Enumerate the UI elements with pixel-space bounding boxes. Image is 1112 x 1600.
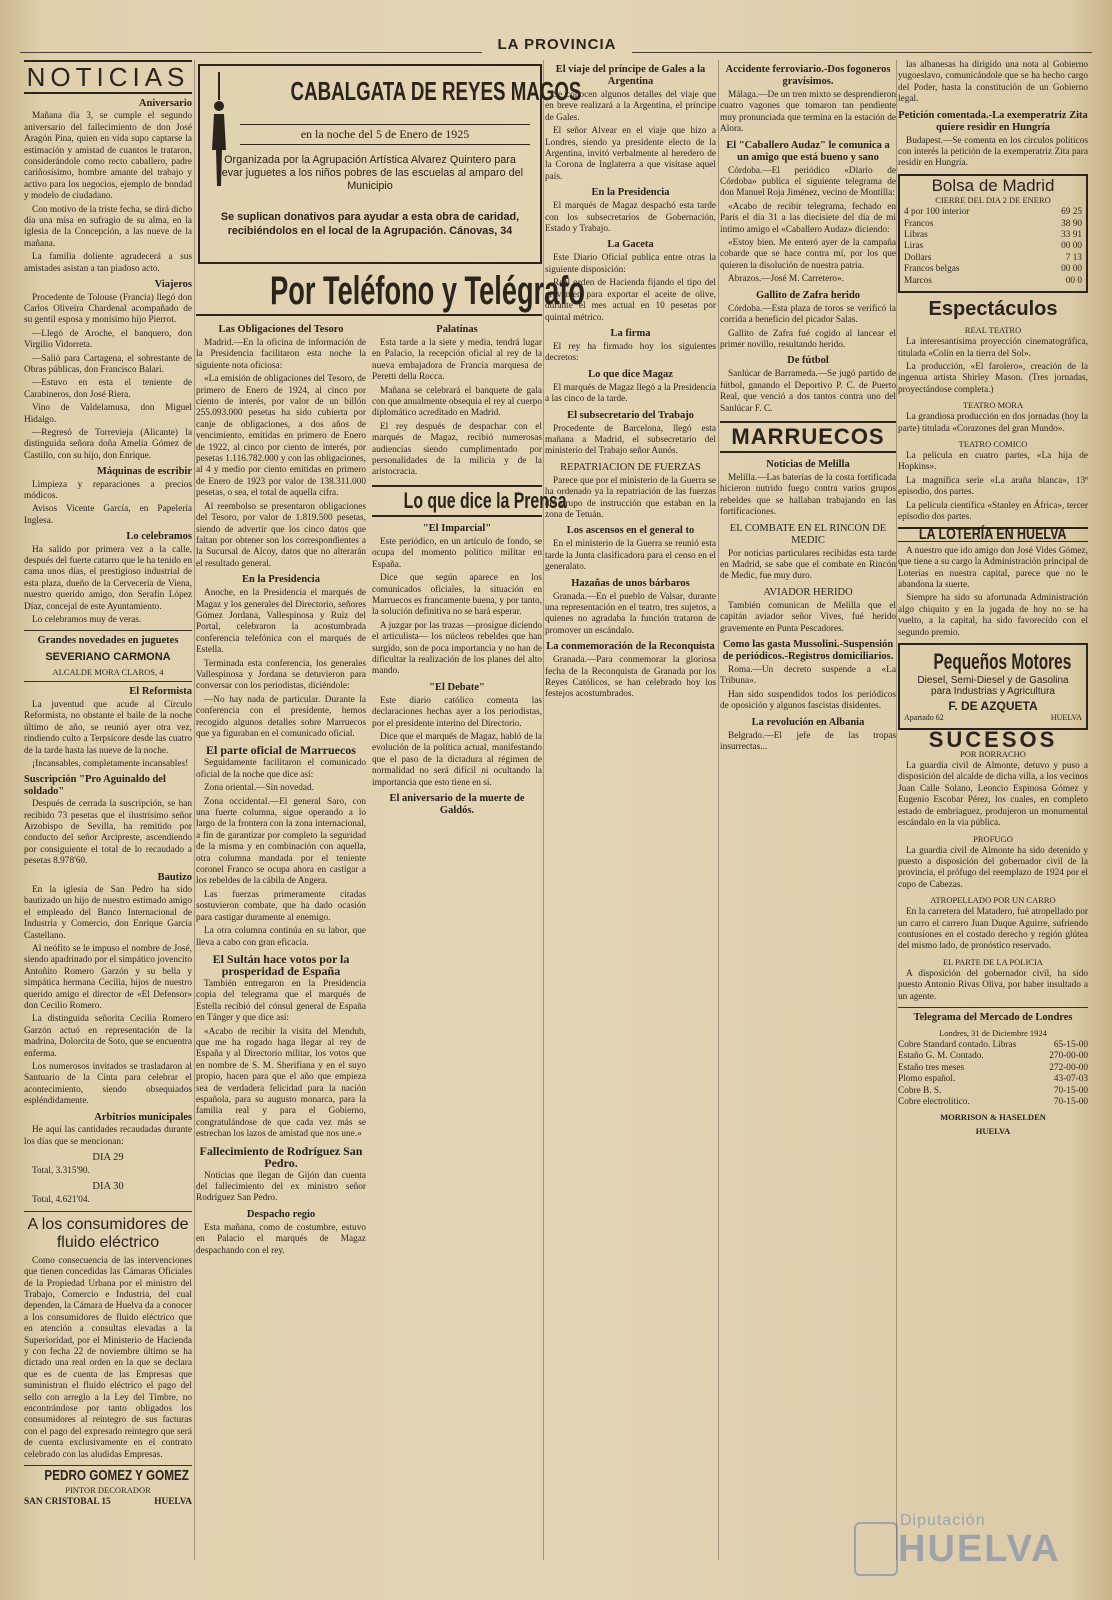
column-4 [720, 60, 896, 1590]
motores-footer [904, 712, 1082, 723]
mercado-row [898, 1051, 1088, 1062]
bolsa-value: 69 25 [1061, 207, 1082, 218]
telefono-banner [196, 268, 585, 316]
watermark-line1: Diputación [900, 1512, 986, 1529]
theater-name: REAL TEATRO [964, 325, 1022, 336]
total-value: Total, 3.315'90. [32, 1165, 90, 1176]
article-text: Mañana día 3, se cumple el segundo aniversario del fallecimiento de don José Aragón Pina, quien en vida supo captarse la estimación y amistad de cuantos le trataron, considerándole como recto caballero, padre cariñosísimo, hombre amante del trabajo y activo para los negocios, ejemplo de bondad y modelo de ciudadano. [24, 111, 192, 202]
article-text: Siempre ha sido su afortunada Administración algo chiquito y en la jugada de hoy no se ha vuelto, a la capital, ha sido favorecido con el segundo premio. [898, 593, 1088, 638]
article-heading: Palatinas [436, 324, 478, 335]
mercado-label: Cobre B. S. [898, 1085, 942, 1096]
article-heading: Hazañas de unos bárbaros [571, 577, 690, 589]
prensa-banner-text: Lo que dice la Prensa [403, 487, 567, 513]
bolsa-label: Francos [904, 218, 934, 229]
article-text: Avisos Vicente García, en Papelería Inglesa. [24, 504, 192, 526]
article-heading: De fútbol [787, 355, 829, 367]
article-text: Esta mañana, como de costumbre, estuvo en Palacio el marqués de Magaz despachando con el rey. [196, 1222, 366, 1256]
cabalgata-title [234, 76, 582, 106]
day-label: DIA 30 [92, 1181, 124, 1193]
article-text: La juventud que acude al Círculo Reformista, no obstante el baile de la noche último de año, se reunió ayer otra vez, rindiendo culto a Terpsícore desde las cuatro de la tarde hasta las nueve de la noche. [24, 699, 192, 756]
bolsa-value: 00 00 [1061, 264, 1082, 275]
bolsa-row [904, 207, 1082, 218]
theater-name: TEATRO COMICO [958, 438, 1028, 449]
bolsa-value: 7 13 [1065, 252, 1082, 263]
article-text: «La emisión de obligaciones del Tesoro, de primero de Enero de 1924, al cinco por ciento de interés, por valor de un billón 255.093.000 pesetas ha sido cubierta por canje de obligaciones, a dos años de vencimiento, emitidas en primero de Enero de 1922, al cinco por ciento de interés, por pesetas 1.116.782.000 y con las obligaciones, al 4 y medio por ciento emitidas en primero de Enero de 1923 por valor de 138.311.000 pesetas, o sea, el total de aquella cifra. [196, 374, 366, 499]
column-rule [718, 60, 719, 1560]
total-value: Total, 4.621'04. [32, 1195, 90, 1206]
article-text: Los numerosos invitados se trasladaron al Santuario de la Cinta para celebrar el acontecimiento, siendo obsequiados espléndidamente. [24, 1062, 192, 1107]
mercado-value: 272-00-00 [1049, 1062, 1088, 1073]
article-text: Córdoba.—Esta plaza de toros se verificó la corrida a beneficio del picador Salas. [720, 303, 896, 326]
article-text: Seguidamente facilitaron el comunicado oficial de la noche que dice así: [196, 758, 366, 780]
article-text: La magnífica serie «La araña blanca», 13º episodio, dos partes. [898, 475, 1088, 498]
bolsa-rows [904, 219, 1082, 287]
article-text: El señor Alvear en el viaje que hizo a Londres, siendo ya presidente electo de la Argentina, invitó verbalmente al heredero de la Corona de Inglaterra a que visitase aquel país. [545, 126, 716, 182]
article-text: Este diario católico comenta las declaraciones hechas ayer a los periodistas, por el presidente interino del Directorio. [372, 695, 542, 729]
article-text: Granada.—Para conmemorar la gloriosa fecha de la Reconquista de Granada por los Reyes Católicos, se han celebrado hoy los festejos acostumbrados. [545, 655, 716, 700]
ad-subtitle: PINTOR DECORADOR [65, 1485, 151, 1496]
article-heading: REPATRIACION DE FUERZAS [560, 461, 701, 473]
column-2-right [372, 320, 567, 1259]
article-text: A juzgar por las trazas —prosigue diciendo el articulista— los núcleos rebeldes que han surgido, son de poca importancia y no han de dificultar la realización de los planes del alto mando. [372, 620, 542, 677]
article-text: Mañana se celebrará el banquete de gala con que anualmente obsequia el rey al cuerpo diplomático acreditado en Madrid. [372, 385, 542, 419]
article-heading: El "Caballero Audaz" le comunica a un amigo que está bueno y sano [726, 139, 890, 163]
column-2-left [196, 320, 366, 1259]
bolsa-value: 00 00 [1061, 241, 1082, 252]
article-text: Ha salido por primera vez a la calle, después del fuerte catarro que le ha tenido en cama unos días, el prestigioso industrial de esta plaza, dueño de la Cervecería de Viena, nuestro querido amigo, don Serafín López Díaz, concejal de este Ayuntamiento. [24, 544, 192, 612]
article-text: Procedente de Tolouse (Francia) llegó don Carlos Oliveira Chardenal acompañado de su gentil esposa y monísimo hijo Pierrot. [24, 292, 192, 326]
article-text: Después de cerrada la suscripción, se han recibido 73 pesetas que el ilustrísimo señor Arzobispo de Sevilla, ha remitido por conducto del señor Arcipreste, ascendiendo por consiguiente el total de lo recaudado a pesetas 8.978'60. [24, 799, 192, 867]
cabalgata-title-text: CABALGATA DE REYES MAGOS [290, 76, 582, 106]
article-heading: Gallito de Zafra herido [755, 289, 861, 301]
article-text: Procedente de Barcelona, llegó esta mañana a Madrid, el subsecretario del ministerio del Trabajo señor Aunós. [545, 423, 716, 457]
article-heading: "El Imparcial" [422, 522, 492, 534]
bolsa-value: 38 90 [1061, 218, 1082, 229]
article-heading: El Sultán hace votos por la prosperidad de España [212, 951, 350, 978]
article-heading: "El Debate" [429, 681, 485, 693]
ad-address-row [24, 1497, 192, 1508]
mercado-value: 65-15-00 [1053, 1039, 1088, 1050]
article-text: Gallito de Zafra fué cogido al lancear el primer novillo, resultando herido. [720, 328, 896, 350]
cabalgata-date: en la noche del 5 de Enero de 1925 [240, 124, 530, 145]
archive-watermark [850, 1510, 1100, 1590]
article-text: En el ministerio de la Guerra se reunió esta tarde la Junta clasificadora para el censo en el generalato. [545, 539, 716, 573]
article-heading: La firma [610, 327, 651, 339]
article-heading: AVIADOR HERIDO [763, 586, 853, 598]
mercado-label: Plomo español. [898, 1074, 956, 1085]
column-1 [24, 60, 192, 1590]
noticias-heading: NOTICIAS [24, 60, 192, 94]
article-heading: La revolución en Albania [751, 716, 865, 728]
article-text: El marqués de Magaz despachó esta tarde con los subsecretarios de Gobernación, Estado y Trabajo. [545, 201, 716, 235]
article-text: El marqués de Magaz llegó a la Presidencia a las cinco de la tarde. [545, 382, 716, 405]
mercado-title: Telegrama del Mercado de Londres [913, 1011, 1073, 1023]
article-heading: Despacho regio [246, 1208, 316, 1220]
article-text: las albanesas ha dirigido una nota al Gobierno yugoeslavo, comunicándole que se ha hecho cargo del Poder, hasta la constitución de un Gobierno legal. [898, 60, 1088, 105]
bolsa-label: Marcos [904, 275, 932, 286]
article-heading: Los ascensos en el general to [566, 525, 695, 537]
article-text: «Estoy bien. Me enteró ayer de la campaña cobarde que se hace contra mí, por los que quieren la disolución de nuestra patria. [720, 238, 896, 271]
article-text: Parece que por el ministerio de la Guerra se ha ordenado ya la repatriación de las fuerzas del grupo de instrucción que estaban en la zona de Tetuán. [545, 475, 716, 520]
article-text: La distinguida señorita Cecilia Romero Garzón actuó en representación de la madrina, Dolorcita de Soto, que se encuentra enferma. [24, 1014, 192, 1059]
bolsa-box [898, 174, 1088, 293]
article-text: Se conocen algunos detalles del viaje que en breve realizará a la Argentina, el príncipe de Gales. [545, 90, 716, 123]
article-text: Terminada esta conferencia, los generales Vallespinosa y Jordana se detuvieron para conversar con los periodistas, diciéndole: [196, 658, 366, 692]
motores-title-text: Pequeños Motores [933, 649, 1072, 675]
article-text: Han sido suspendidos todos los periódicos de oposición y algunos fascistas disidentes. [720, 689, 896, 712]
mercado-row [898, 1040, 1088, 1051]
article-text: La otra columna continúa en su labor, que lleva a cabo con gran eficacia. [196, 926, 366, 948]
bolsa-subtitle: CIERRE DEL DIA 2 DE ENERO [935, 195, 1051, 206]
ad-heading: Grandes novedades en juguetes [37, 635, 179, 647]
article-text: Lo celebramos muy de veras. [32, 615, 142, 626]
article-heading: La Gaceta [607, 239, 654, 251]
article-text: Este Diario Oficial publica entre otras la siguiente disposición: [545, 253, 716, 275]
article-heading: El parte oficial de Marruecos [206, 743, 356, 758]
bolsa-title: Bolsa de Madrid [931, 175, 1055, 195]
article-heading: Suscripción "Pro Aguinaldo del soldado" [24, 774, 166, 797]
ad-city: HUELVA [154, 1497, 192, 1508]
article-text: La película científica «Stanley en África», tercer episodio dos partes. [898, 500, 1088, 522]
divider [898, 1007, 1088, 1008]
article-text: La guardia civil de Almonte ha sido detenido y puesto a disposición del gobernador civil de la provincia, el prófugo del reemplazo de 1924 por el cupo de Cabezas. [898, 845, 1088, 890]
ad-address: ALCALDE MORA CLAROS, 4 [52, 667, 164, 678]
sucesos-title: SUCESOS [928, 726, 1058, 752]
article-text: Abrazos.—José M. Carretero». [728, 274, 844, 285]
article-text: Con motivo de la triste fecha, se dirá dicho día una misa en sufragio de su alma, en la iglesia de la Concepción, a las nueve de la mañana. [24, 204, 192, 249]
motores-city: HUELVA [1050, 713, 1082, 723]
mercado-label: Estaño G. M. Contado. [898, 1051, 984, 1062]
ad-name [24, 1467, 192, 1485]
article-text: Esta tarde a la siete y media, tendrá lugar en Palacio, la recepción oficial al rey de la nueva embajadora de Francia marquesa de Peretti della Rocca. [372, 338, 542, 383]
article-heading: Bautizo [157, 871, 192, 883]
cabalgata-box [198, 64, 582, 264]
bolsa-label: Dollars [904, 252, 932, 263]
article-heading: Máquinas de escribir [96, 466, 192, 478]
divider [24, 1211, 192, 1212]
article-text: Limpieza y reparaciones a precios módicos. [24, 479, 192, 501]
mercado-label: Estaño tres meses [898, 1062, 965, 1073]
bolsa-row [904, 241, 1082, 252]
article-text: —Llegó de Aroche, el banquero, don Virgilio Vidorreta. [24, 328, 192, 351]
mercado-footer: MORRISON & HASELDEN [940, 1112, 1046, 1123]
article-text: En la carretera del Matadero, fué atropellado por un carro el carrero Juan Duque Aguirre, sufriendo contusiones en el costado derecho y región glútea del mismo lado, de pronóstico reservado. [898, 907, 1088, 952]
article-text: Granada.—En el pueblo de Valsar, durante una representación en el teatro, tres sujetos, a quienes no agradaba la función trataron de promover un escándalo. [545, 591, 716, 636]
motores-title [904, 649, 1082, 675]
divider [24, 1465, 192, 1466]
article-heading: Como las gasta Mussolini.-Suspensión de periódicos.-Registros domiciliarios. [722, 639, 894, 662]
article-text: El rey ha firmado hoy los siguientes decretos: [545, 341, 716, 364]
article-text: Por noticias particulares recibidas esta tarde en Madrid, se sabe que el combate en Rincón de Medic, fue muy duro. [720, 548, 896, 582]
mercado-value: 270-00-00 [1049, 1051, 1088, 1062]
article-text: Belgrado.—El jefe de las tropas insurrectas... [720, 730, 896, 753]
mercado-row [898, 1097, 1088, 1108]
article-heading: En la Presidencia [242, 574, 320, 586]
motores-apartado: Apartado 62 [904, 713, 944, 723]
article-text: Dice que según aparece en los comunicados oficiales, la situación en Marruecos es francamente buena, y por tanto, la solución definitiva no se hará esperar. [372, 573, 542, 618]
article-heading: ATROPELLADO POR UN CARRO [930, 895, 1056, 906]
prensa-banner [372, 485, 567, 517]
masthead-title: LA PROVINCIA [482, 36, 632, 53]
column-rule [194, 60, 195, 1560]
article-text: En la iglesia de San Pedro ha sido bautizado un hijo de nuestro estimado amigo el empleado del Banco Internacional de Industria y Comercio, don Enrique García Castellano. [24, 884, 192, 941]
article-text: Córdoba.—El periódico «Diario de Córdoba» publica el siguiente telegrama de don Manuel Roja Jiménez, vecino de Montilla: [720, 165, 896, 199]
article-heading: Viajeros [154, 279, 192, 291]
mercado-rows [898, 1040, 1088, 1108]
mercado-value: 43-07-03 [1053, 1074, 1088, 1085]
article-text: Budapest.—Se comenta en los círculos políticos con interés la petición de la exemperatriz Zita para residir en Hungría. [898, 135, 1088, 169]
article-heading: EL COMBATE EN EL RINCON DE MEDIC [729, 522, 887, 546]
article-heading: Aniversario [138, 98, 192, 109]
article-text: —Salió para Cartagena, el sobrestante de Obras públicas, don Francisco Balari. [24, 353, 192, 375]
article-text: Zona occidental.—El general Saro, con una fuerte columna, sigue operando a lo largo de la frontera con la zona internacional, a fin de garantizar por completo la seguridad de la misma y en combinación con aquella, otra columna mandada por el teniente coronel Franco se ocupa ahora en castigar a los rebeldes de la cábila de Angera. [196, 796, 366, 887]
article-text: —Estuvo en esta el teniente de Carabineros, don José Riera. [24, 378, 192, 400]
article-text: He aquí las cantidades recaudadas durante los días que se mencionan: [24, 1125, 192, 1147]
column-2 [196, 268, 585, 1588]
article-text: «Acabo de recibir la visita del Mendub, que me ha rogado haga llegar al rey de España y al Directorio militar, los votos que en nombre de S. M. Sherifiana y en el suyo propio, hacen para que el año que empieza sea de verdadera felicidad para la nación española, para su augusto monarca, para la familia real y para el Gobierno, congratulándose de que cada vez más se estrechan los lazos de amistad que nos une.» [196, 1026, 366, 1140]
article-text: Noticias que llegan de Gijón dan cuenta del fallecimiento del ex ministro señor Rodríguez San Pedro. [196, 1170, 366, 1204]
bolsa-label: Libras [904, 230, 928, 241]
article-heading: El Reformista [129, 686, 192, 698]
article-heading: Lo que dice Magaz [588, 368, 673, 380]
article-text: El rey después de despachar con el marqués de Magaz, recibió numerosas audiencias siendo cumplimentado por personalidades de la milicia y de la aristocracia. [372, 421, 542, 478]
article-text: Al reembolso se presentaron obligaciones del Tesoro, por valor de 1.819.500 pesetas, siendo de advertir que los cinco datos que faltan por obtener son los correspondientes a la Sucursal de Alcoy, datos que no alterarán el resultado general. [196, 501, 366, 569]
motores-sub2: para Industrias y Agricultura [931, 686, 1055, 698]
article-text: La familia doliente agradecerá a sus amistades asistan a tan piadoso acto. [24, 252, 192, 274]
article-text: Al neófito se le impuso el nombre de José, siendo apadrinado por el simpático jovencito Antoñito Romero Garzón y su bella y simpática hermana Cecilia, hijos de nuestro querido amigo el director de «El Defensor» don Cecilio Romero. [24, 944, 192, 1012]
article-heading: El aniversario de la muerte de Galdós. [389, 793, 525, 816]
telefono-banner-text: Por Teléfono y Telégrafo [270, 269, 585, 313]
article-text: La guardia civil de Almonte, detuvo y puso a disposición del alcalde de dicha villa, a los vecinos Juan Calle Solano, Leoncio Espinosa Gómez y Eugenio Escobar Pérez, los cuales, en completo estado de embriaguez, produjeron un monumental escándalo en la vía pública. [898, 761, 1088, 829]
bolsa-row [904, 276, 1082, 287]
article-text: —No hay nada de particular. Durante la conferencia con el presidente, hemos recogido algunos detalles sobre Marruecos que ya figuraban en el comunicado oficial. [196, 694, 366, 739]
article-text: Roma.—Un decreto suspende a «La Tribuna». [720, 665, 896, 687]
article-text: Zona oriental.—Sin novedad. [204, 783, 314, 794]
article-text: La película en cuatro partes, «La hija de Hopkins». [898, 450, 1088, 473]
article-heading: Arbitrios municipales [94, 1111, 192, 1123]
article-heading: Lo celebramos [126, 531, 192, 543]
mercado-value: 70-15-00 [1053, 1085, 1088, 1096]
article-text: Las fuerzas primeramente citadas sostuvieron combate, que ha dado ocasión para castigar duramente al enemigo. [196, 889, 366, 923]
ad-name-text: PEDRO GOMEZ Y GOMEZ [44, 1467, 189, 1485]
mercado-row [898, 1063, 1088, 1074]
mercado-row [898, 1074, 1088, 1085]
bolsa-label: Francos belgas [904, 264, 960, 275]
article-text: También entregaron en la Presidencia copia del telegrama que el marqués de Estella recibió del cónsul general de España en Tánger y que dice así: [196, 978, 366, 1024]
article-heading: En la Presidencia [591, 187, 670, 199]
mercado-value: 70-15-00 [1053, 1097, 1088, 1107]
motores-name: F. DE AZQUETA [948, 698, 1038, 713]
espectaculos-title: Espectáculos [928, 298, 1058, 321]
loteria-title-text: LA LOTERÍA EN HUELVA [919, 526, 1067, 544]
article-text: Vino de Valdelamusa, don Miguel Hidalgo. [24, 403, 192, 425]
article-heading: Fallecimiento de Rodríguez San Pedro. [199, 1143, 363, 1170]
article-heading: POR BORRACHO [960, 749, 1026, 760]
article-text: Sanlúcar de Barrameda.—Se jugó partido de fútbol, ganando el Deportivo P. C. de Puerto Real, que venció a dos tantos contra uno del Sanlúcar F. C. [720, 369, 896, 414]
article-text: —Regresó de Torrevieja (Alicante) la distinguida señora doña Amelia Gómez de Castillo, con su hijo, don Enrique. [24, 427, 192, 461]
theater-name: TEATRO MORA [962, 400, 1024, 411]
mercado-label: Cobre Standard contado. Libras [898, 1039, 1017, 1050]
marruecos-banner: MARRUECOS [720, 421, 896, 453]
divider [24, 630, 192, 631]
article-text: Como consecuencia de las intervenciones que tienen concedidas las Cámaras Oficiales de la Propiedad Urbana por el ministro del Trabajo, Comercio e Industria, del cual dependen, la Cámara de Huelva da a conocer a los consumidores de fluido eléctrico que en atención a consultas elevadas a la Superioridad, por el Ministerio de Hacienda y con fecha 22 de noviembre último se ha dictado una real orden en la que se declara que es de cuenta de las Empresas que suministran el fluido eléctrico el pago del sello con arreglo a la Ley del Timbre, no encontrándose por tanto obligados los consumidores al reintegro de sus facturas con el pago del expresado reintegro que será de cuenta exclusivamente en el contrato celebrado con las aludidas Empresas. [24, 1255, 192, 1460]
article-text: A disposición del gobernador civil, ha sido puesto Antonio Rivas Oliva, por haber insultado a un agente. [898, 968, 1088, 1002]
bolsa-row [904, 219, 1082, 230]
column-rule [896, 60, 897, 1560]
bolsa-row [904, 253, 1082, 264]
article-text: Dice que el marqués de Magaz, habló de la evolución de la política actual, manifestando que el paso de la dictadura al régimen de normalidad no será difícil ni ocultando la importancia que esto tiene en sí. [372, 731, 542, 788]
cabalgata-organizer: Organizada por la Agrupación Artística Alvarez Quintero para llevar juguetes a los niños pobres de las escuelas al amparo del Municipio [216, 154, 524, 192]
bolsa-value: 33 91 [1061, 230, 1082, 241]
article-text: A nuestro que ido amigo don José Vides Gómez, que tiene a su cargo la Administración principal de Loterías en nuestra capital, parece que no le abandona la suerte. [898, 545, 1088, 590]
mercado-city: HUELVA [975, 1126, 1011, 1137]
cabalgata-plea: Se suplican donativos para ayudar a esta obra de caridad, recibiéndolos en el local de la Agrupación. Cánovas, 34 [220, 211, 520, 237]
mercado-date: Londres, 31 de Diciembre 1924 [939, 1027, 1047, 1038]
bolsa-row [904, 264, 1082, 275]
bolsa-label: Liras [904, 241, 924, 252]
article-text: Este periódico, en un artículo de fondo, se ocupa del momento político militar en España. [372, 536, 542, 570]
article-heading: El viaje del príncipe de Gales a la Argentina [555, 64, 706, 87]
bolsa-label: 4 por 100 interior [904, 207, 970, 218]
divider [24, 681, 192, 682]
ad-address: SAN CRISTOBAL 15 [24, 1497, 111, 1508]
article-text: La grandiosa producción en dos jornadas (hoy la parte) titulada «Corazones del gran Mundo». [898, 412, 1088, 434]
column-2-body [196, 320, 567, 1259]
article-heading: La conmemoración de la Reconquista [546, 641, 715, 653]
article-heading: EL PARTE DE LA POLICIA [943, 956, 1043, 967]
mercado-row [898, 1086, 1088, 1097]
seal-icon [854, 1522, 898, 1576]
article-heading: Accidente ferroviario.-Dos fogoneros gravísimos. [725, 64, 891, 87]
article-text: Madrid.—En la oficina de información de la Presidencia facilitaron esta noche la siguiente nota oficiosa: [196, 338, 366, 371]
article-heading: Petición comentada.-La exemperatriz Zita quiere residir en Hungría [898, 109, 1088, 133]
masthead [0, 36, 1112, 60]
article-text: Málaga.—De un tren mixto se desprendieron cuatro vagones que tomaron tan pendiente muy pronunciada que termina en la estación de Alora. [720, 90, 896, 135]
article-text: Melilla.—Las baterías de la costa fortificada hicieron nutrido fuego contra varios grupos rebeldes que se hallaban trabajando en las fortificaciones. [720, 472, 896, 518]
article-text: Anoche, en la Presidencia el marqués de Magaz y los generales del Directorio, señores Gómez Jordana, Vallespinosa y Ruiz del Portal, celebraron la acostumbrada conferencia telefónica con el marqués de Estella. [196, 588, 366, 656]
article-heading: Noticias de Melilla [766, 458, 850, 470]
bolsa-value: 00 0 [1065, 275, 1082, 286]
article-heading: El subsecretario del Trabajo [567, 409, 694, 421]
bolsa-row [904, 230, 1082, 241]
article-text: También comunican de Melilla que el capitán aviador señor Vives, fué herido gravemente en Punta Pescadores. [720, 600, 896, 634]
ad-name: SEVERIANO CARMONA [45, 651, 171, 664]
article-heading-large: A los consumidores de fluido eléctrico [27, 1215, 189, 1251]
motores-ad [898, 643, 1088, 730]
column-3 [545, 60, 716, 1590]
day-label: DIA 29 [92, 1151, 124, 1163]
article-text: Real orden de Hacienda fijando el tipo del gravamen para exportar el aceite de olive, durante el mes actual en 10 pesetas por quintal métrico. [545, 278, 716, 323]
article-heading: PROFUGO [973, 833, 1013, 844]
mercado-label: Cobre electrolítico. [898, 1097, 970, 1107]
article-text: La interesantísima proyección cinematográfica, titulada «Colín en la tierra del Sol». [898, 337, 1088, 359]
article-text: «Acabo de recibir telegrama, fechado en París el día 31 a las diecisiete del día de mi íntimo amigo el «Caballero Audaz» diciendo: [720, 201, 896, 235]
column-5 [898, 60, 1088, 1590]
motores-sub: Diesel, Semi-Diesel y de Gasolina [917, 675, 1069, 687]
watermark-line2: HUELVA [898, 1528, 1061, 1570]
article-heading: Las Obligaciones del Tesoro [218, 324, 344, 335]
article-text: La producción, «El farolero», creación de la ingenua artista Shirley Mason. (Tres jornadas, proyectándose completa.) [898, 361, 1088, 395]
article-text: ¡Incansables, completamente incansables! [32, 758, 189, 769]
loteria-title [898, 526, 1088, 544]
